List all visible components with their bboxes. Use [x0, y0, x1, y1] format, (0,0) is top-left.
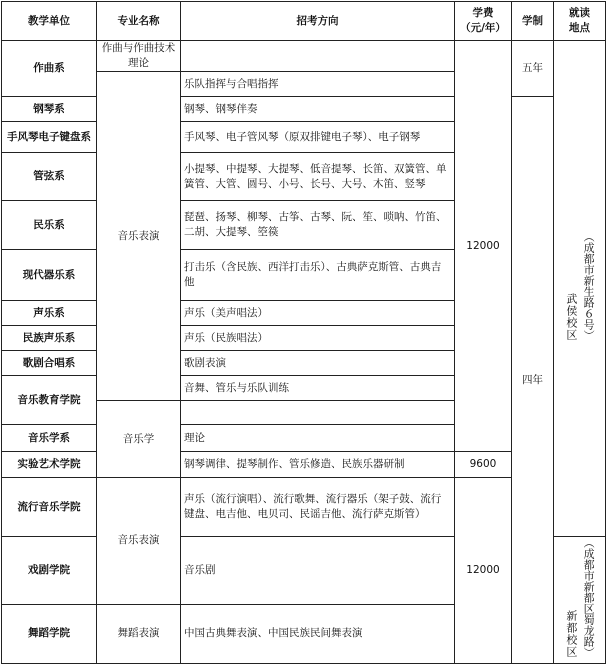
table-row	[2, 41, 606, 72]
years-cell: 四年	[512, 97, 554, 664]
years-cell: 五年	[512, 41, 554, 97]
unit-cell: 作曲系	[2, 41, 97, 97]
direction-cell: 钢琴、钢琴伴奏	[181, 97, 455, 122]
direction-cell: 声乐（美声唱法）	[181, 301, 455, 326]
unit-cell: 现代器乐系	[2, 250, 97, 301]
direction-cell	[181, 41, 455, 72]
direction-cell: 声乐（民族唱法）	[181, 326, 455, 351]
unit-cell: 钢琴系	[2, 97, 97, 122]
unit-cell: 手风琴电子键盘系	[2, 122, 97, 153]
header-direction: 招考方向	[181, 2, 455, 41]
campus-cell-wuhou	[554, 41, 606, 537]
fee-cell: 12000	[455, 41, 512, 452]
table-row	[2, 97, 606, 122]
header-fee-line2: （元/年）	[460, 22, 506, 34]
header-campus-line2: 地点	[569, 22, 590, 34]
direction-cell: 中国古典舞表演、中国民族民间舞表演	[181, 604, 455, 663]
header-fee-line1: 学费	[472, 7, 494, 19]
header-row	[2, 2, 606, 41]
header-years: 学制	[512, 2, 554, 41]
unit-cell: 音乐教育学院	[2, 376, 97, 425]
unit-cell: 民乐系	[2, 201, 97, 250]
direction-cell: 琵琶、扬琴、柳琴、古筝、古琴、阮、笙、唢呐、竹笛、二胡、大提琴、箜篌	[181, 201, 455, 250]
header-campus	[554, 2, 606, 41]
major-cell: 舞蹈表演	[97, 604, 181, 663]
major-cell: 作曲与作曲技术理论	[97, 41, 181, 72]
campus-xindu-address: （成都市新都区蜀龙路）	[582, 537, 596, 658]
unit-cell: 管弦系	[2, 153, 97, 201]
major-cell: 音乐学	[97, 401, 181, 478]
direction-cell: 手风琴、电子管风琴（原双排键电子琴）、电子钢琴	[181, 122, 455, 153]
header-fee	[455, 2, 512, 41]
direction-cell: 声乐（流行演唱）、流行歌舞、流行器乐（架子鼓、流行键盘、电吉他、电贝司、民谣吉他、流行萨克斯管）	[181, 478, 455, 537]
direction-cell: 小提琴、中提琴、大提琴、低音提琴、长笛、双簧管、单簧管、大管、圆号、小号、长号、大号、木笛、竖琴	[181, 153, 455, 201]
unit-cell: 流行音乐学院	[2, 478, 97, 537]
direction-cell: 钢琴调律、提琴制作、管乐修造、民族乐器研制	[181, 452, 455, 478]
unit-cell: 民族声乐系	[2, 326, 97, 351]
header-campus-line1: 就读	[569, 7, 590, 19]
direction-cell: 乐队指挥与合唱指挥	[181, 72, 455, 97]
campus-cell-xindu	[554, 537, 606, 664]
direction-cell: 歌剧表演	[181, 351, 455, 376]
direction-cell: 理论	[181, 425, 455, 452]
campus-xindu-name: 新都校区	[564, 610, 578, 658]
major-cell: 音乐表演	[97, 478, 181, 605]
direction-cell: 打击乐（含民族、西洋打击乐）、古典萨克斯管、古典吉他	[181, 250, 455, 301]
header-unit: 教学单位	[2, 2, 97, 41]
direction-cell: 音乐剧	[181, 537, 455, 605]
unit-cell: 声乐系	[2, 301, 97, 326]
unit-cell: 歌剧合唱系	[2, 351, 97, 376]
unit-cell: 实验艺术学院	[2, 452, 97, 478]
campus-wuhou-name: 武侯校区	[564, 293, 578, 341]
unit-cell: 舞蹈学院	[2, 604, 97, 663]
direction-cell: 音舞、管乐与乐队训练	[181, 376, 455, 401]
major-cell: 音乐表演	[97, 72, 181, 401]
campus-wuhou-address: （成都市新生路６号）	[582, 231, 596, 341]
header-major: 专业名称	[97, 2, 181, 41]
fee-cell: 12000	[455, 478, 512, 664]
unit-cell: 戏剧学院	[2, 537, 97, 605]
unit-cell: 音乐学系	[2, 425, 97, 452]
direction-cell	[181, 401, 455, 425]
admissions-table	[1, 1, 606, 664]
fee-cell: 9600	[455, 452, 512, 478]
